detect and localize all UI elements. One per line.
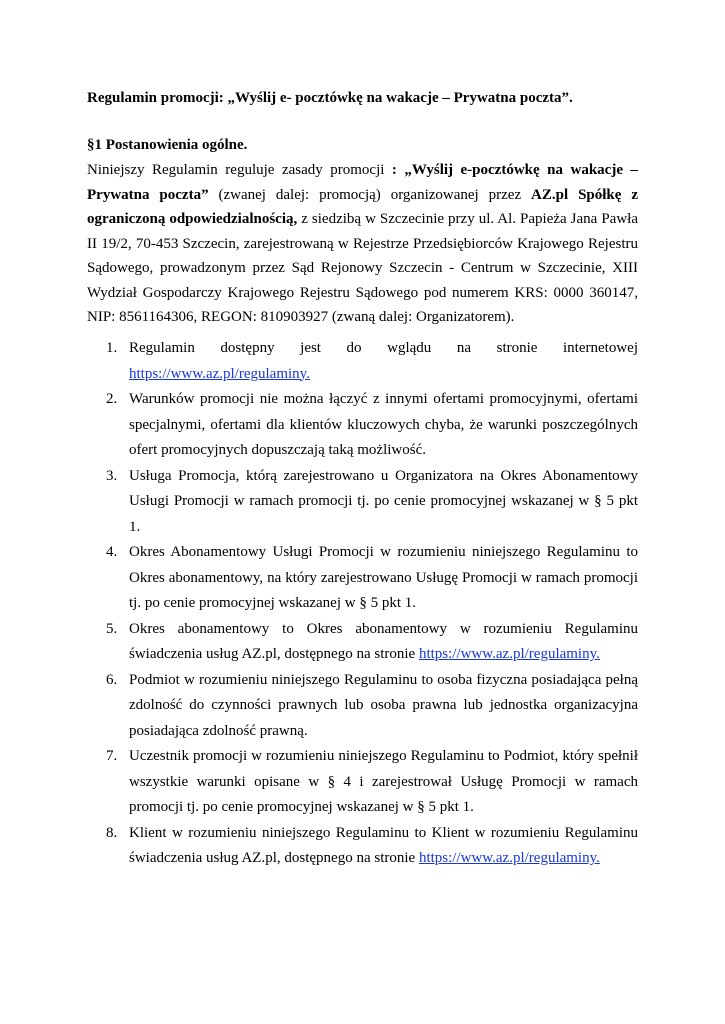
promotion-name: : „Wyślij e-pocztówkę na wakacje – Prywatna poczta”: [87, 162, 638, 203]
item-text: Klient w rozumieniu niniejszego Regulaminu to Klient w rozumieniu Regulaminu świadczenia usług AZ.pl, dostępnego na stronie: [129, 824, 638, 866]
section-heading: §1 Postanowienia ogólne.: [87, 137, 248, 153]
item-number: 8.: [106, 824, 118, 841]
regulations-link[interactable]: https://www.az.pl/regulaminy.: [129, 365, 310, 382]
item-number: 4.: [106, 544, 118, 560]
list-item: [87, 668, 638, 745]
list-item: [87, 821, 638, 872]
list-item: [87, 387, 638, 464]
intro-paragraph: [87, 158, 638, 330]
list-item: [87, 540, 638, 617]
item-text: Warunków promocji nie można łączyć z innymi ofertami promocyjnymi, ofertami specjalnymi, ofertami dla klientów kluczowych chyba, że warunki poszczególnych ofert promocyjnych dopuszczają taką możliwość.: [129, 391, 638, 458]
item-text: Uczestnik promocji w rozumieniu niniejszego Regulaminu to Podmiot, który spełnił wszystkie warunki opisane w § 4 i zarejestrował Usługę Promocji w ramach promocji tj. po cenie promocyjnej wskazanej w § 5 pkt 1.: [129, 748, 638, 815]
item-text: Okres Abonamentowy Usługi Promocji w rozumieniu niniejszego Regulaminu to Okres abonamentowy, na który zarejestrowano Usługę Promocji w ramach promocji tj. po cenie promocyjnej wskazanej w § 5 pkt 1.: [129, 544, 638, 611]
item-text: Usługa Promocja, którą zarejestrowano u Organizatora na Okres Abonamentowy Usługi Promocji w ramach promocji tj. po cenie promocyjnej wskazanej w § 5 pkt 1.: [129, 467, 638, 535]
item-text: Regulamin dostępny jest do wglądu na stronie internetowej: [129, 340, 638, 356]
intro-text-3: z siedzibą w Szczecinie przy ul. Al. Papieża Jana Pawła II 19/2, 70-453 Szczecin, zarejestrowaną w Rejestrze Przedsiębiorców Krajowego Rejestru Sądowego, prowadzonym przez Sąd Rejonowy Szczecin - Centrum w Szczecinie, XIII Wydział Gospodarczy Krajowego Rejestru Sądowego pod numerem KRS: 0000 360147, NIP: 8561164306, REGON: 810903927 (zwaną dalej: Organizatorem).: [87, 211, 638, 325]
item-number: 6.: [106, 671, 118, 688]
company-name: AZ.pl Spółkę z ograniczoną odpowiedzialnością,: [87, 186, 639, 227]
list-item: [87, 617, 638, 668]
list-item: [87, 336, 638, 387]
item-number: 1.: [106, 340, 118, 356]
intro-text-1: Niniejszy Regulamin reguluje zasady promocji: [87, 162, 392, 178]
document-title: Regulamin promocji: „Wyślij e- pocztówkę na wakacje – Prywatna poczta”.: [87, 90, 573, 106]
item-text: Okres abonamentowy to Okres abonamentowy w rozumieniu Regulaminu świadczenia usług AZ.pl, dostępnego na stronie: [129, 620, 638, 662]
item-number: 5.: [106, 620, 118, 637]
item-number: 2.: [106, 391, 118, 407]
regulations-link[interactable]: https://www.az.pl/regulaminy.: [418, 850, 600, 866]
item-number: 7.: [106, 748, 118, 764]
regulations-link[interactable]: https://www.az.pl/regulaminy.: [418, 646, 600, 662]
provisions-list: [87, 336, 638, 872]
item-number: 3.: [106, 467, 118, 484]
item-text: Podmiot w rozumieniu niniejszego Regulaminu to osoba fizyczna posiadająca pełną zdolność do czynności prawnych lub osoba prawna lub jednostka organizacyjna posiadająca zdolność prawną.: [129, 671, 638, 739]
list-item: [87, 464, 638, 541]
intro-text-2: (zwanej dalej: promocją) organizowanej przez: [208, 186, 532, 203]
list-item: [87, 744, 638, 821]
